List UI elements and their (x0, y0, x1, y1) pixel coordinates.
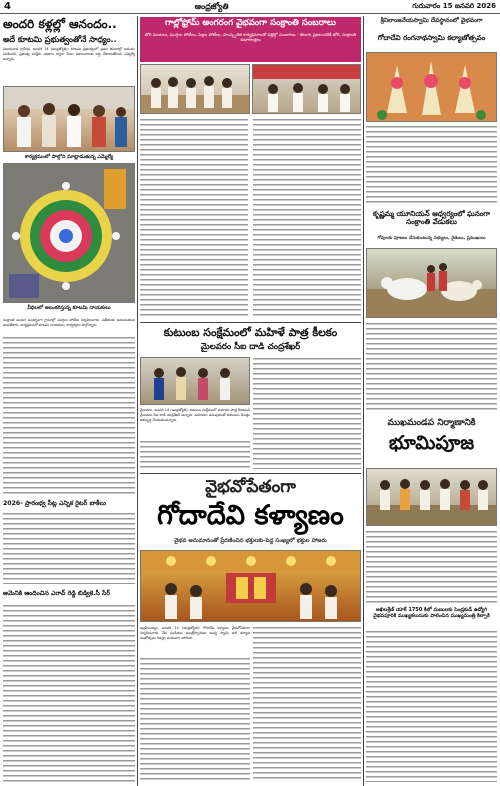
deity-illustration (367, 53, 496, 121)
bhoomi-pooja-photo (366, 468, 497, 526)
right-headline-1b: గోదాదేవి రంగనాథస్వామి కల్యాణోత్సవం (377, 34, 486, 42)
crowd-illustration (141, 65, 249, 113)
left-text-block-3 (3, 604, 135, 782)
center-photo-2 (252, 64, 361, 114)
cattle-illustration (367, 249, 496, 317)
event-illustration (253, 65, 360, 113)
right-text-block-4 (366, 630, 497, 782)
left-bottom-heading: అమెనికి ఆందించిన ఎరావ్ రెడ్డి బిడ్వికె.సీ సేర్ (3, 590, 110, 597)
kalyanam-text-right (253, 626, 361, 782)
rangoli-illustration (4, 164, 134, 302)
kalyanam-text-left (140, 657, 250, 782)
date-line: గురువారం 15 జనవరి 2026 (412, 1, 496, 10)
rangoli-photo (3, 163, 135, 303)
left-text-block (3, 336, 135, 496)
column-divider (363, 16, 364, 786)
banner-subheadline: భోగి మంటలు, ముగ్గుల పోటీలు, పిల్లల పోటీలు, సాంస్కృతిక కార్యక్రమాలతో పల్లెల్లో సంబరాలు - తెలుగు ప్రజలందరికీ భోగి, సంక్రాంతి శుభాకాంక్షలు (144, 31, 357, 43)
big-subheadline: వైభవ అనుమానంతో ప్రేరణించిన భక్తులకు-పెద్ద సంఖ్యలో భక్తుల హాజరు (174, 538, 327, 544)
intro-paragraph: విజయవాడ గ్రామీణ, జనవరి 14 (ఆంధ్రజ్యోతి): కూటమి ప్రభుత్వంలో ప్రజల జీవితాల్లో ఆనందం నిండిందని, ప్రభుత్వ సంక్షేమ పథకాల ద్వారా పేదల కుటుంబాలకు లబ్ధి చేకూరుతోందని ఎమ్మెల్యే అన్నారు. (3, 46, 135, 62)
right-text-block-3 (366, 530, 497, 605)
godadevi-kalyanam-photo (140, 550, 361, 622)
photo2-caption: వీధిలలో అలంకరిస్తున్న కూటమి నాయకులు (27, 305, 111, 311)
section-divider-2 (140, 473, 361, 474)
left-column (3, 18, 135, 77)
sankranti-banner (140, 17, 361, 62)
mid-subheadline: మైలవరం సీఐ దాడి చంద్రశేఖర్ (200, 342, 301, 352)
temple-ceremony-illustration (141, 551, 360, 621)
right-text-block-2 (366, 322, 497, 412)
right-text-block-1 (366, 125, 497, 205)
paper-name: ఆంధ్రజ్యోతి (194, 0, 229, 11)
right-headline-2-sub: గోవులకు పూజలు చేసుకుంటున్న సభ్యులు, రైతులు, ప్రముఖులు (377, 236, 486, 241)
left-text-block-2 (3, 512, 135, 584)
ci-text-right (253, 357, 361, 469)
photo1-caption: కార్యక్రమంలో పాల్గొని మాట్లాడుతున్న ఎమ్మెల్యే (24, 154, 114, 160)
right-headline-3a: ముఖమండప నిర్మాణానికి (387, 418, 476, 428)
masthead (0, 0, 500, 14)
people-illustration (4, 87, 134, 151)
right-subhead-3: అఖిలశ్రేణ్ యాక్ 1750 కిలో మణులకు సెండ్రకుడ్ ఉద్యోగి వైభవపూరికి ముఖ్యకలుసుకు పాలించిన ముఖ్యమంత్రి కిల్పాకి (373, 607, 490, 619)
banner-headline: గాల్లోఫ్రోమ్ అంగరంగ వైభవంగా సంక్రాంతి సంబరాలు (165, 18, 336, 28)
mid-headline: కుటుంబ సంక్షేమంలో మహిళే పాత్ర కీలకం (163, 326, 338, 339)
column-divider (137, 16, 138, 786)
pooja-illustration (367, 469, 496, 525)
subhead-kutami: అదే కూటమి ప్రభుత్వంతోనే సాధ్యం.. (3, 34, 117, 44)
left-mid-heading: 2026- ప్రారంభ్వ సీట్ల ఎన్నిక రైటర్ బాకీలు (3, 500, 106, 507)
page-number: 4 (4, 1, 11, 12)
right-headline-3b: భూమిపూజ (388, 432, 475, 454)
temple-deity-photo (366, 52, 497, 122)
headline-anandam: అందరి కళ్లల్లో ఆనందం.. (3, 17, 117, 31)
right-headline-1a: శ్రీనిలాంజనేయస్వామి దేవస్థానంలో వైభవంగా (380, 17, 483, 24)
cattle-festival-photo (366, 248, 497, 318)
section-divider (140, 322, 361, 323)
kalyanam-paragraph: ఇబ్రహీంపట్నం, జనవరి 14 (ఆంధ్రజ్యోతి): గోదాదేవి కళ్యాణం వైభవోపేతంగా నిర్వహించారు. వేద పండితుల మంత్రోచ్చారణల మధ్య స్వామి వారి కల్యాణ మహోత్సవం కన్నుల పండువగా జరిగింది. (140, 626, 250, 641)
ci-text-left (140, 440, 250, 470)
ci-paragraph: మైలవరం, జనవరి 14 (ఆంధ్రజ్యోతి): కుటుంబ సంక్షేమంలో మహిళల పాత్ర కీలకమని మైలవరం సీఐ దాడి చంద్రశేఖర్ అన్నారు. మహిళలు చదువుకుంటే కుటుంబం మొత్తం అభివృద్ధి చెందుతుందన్నారు. (140, 408, 250, 423)
ci-meeting-photo (140, 357, 250, 405)
center-text-left (140, 118, 248, 318)
mla-event-photo (3, 86, 135, 152)
meeting-illustration (141, 358, 249, 404)
big-headline-line1: వైభవోపేతంగా (205, 477, 296, 497)
right-headline-2: కృష్ణమ్మ యూనియన్ ఆధ్వర్యంలో ఘనంగా సంక్రాంతి వేడుకలు (372, 209, 491, 227)
center-text-right (253, 118, 361, 318)
big-headline-line2: గోదాదేవి కళ్యాణం (157, 500, 344, 531)
center-photo-1 (140, 64, 250, 114)
left-body-text: సంక్రాంతి పండుగ సందర్భంగా గ్రామాల్లో ముగ్గుల పోటీలు నిర్వహించారు. విజేతలకు బహుమతులు అందజేశారు. కార్యక్రమంలో కూటమి నాయకులు, కార్యకర్తలు పాల్గొన్నారు. (3, 318, 135, 328)
